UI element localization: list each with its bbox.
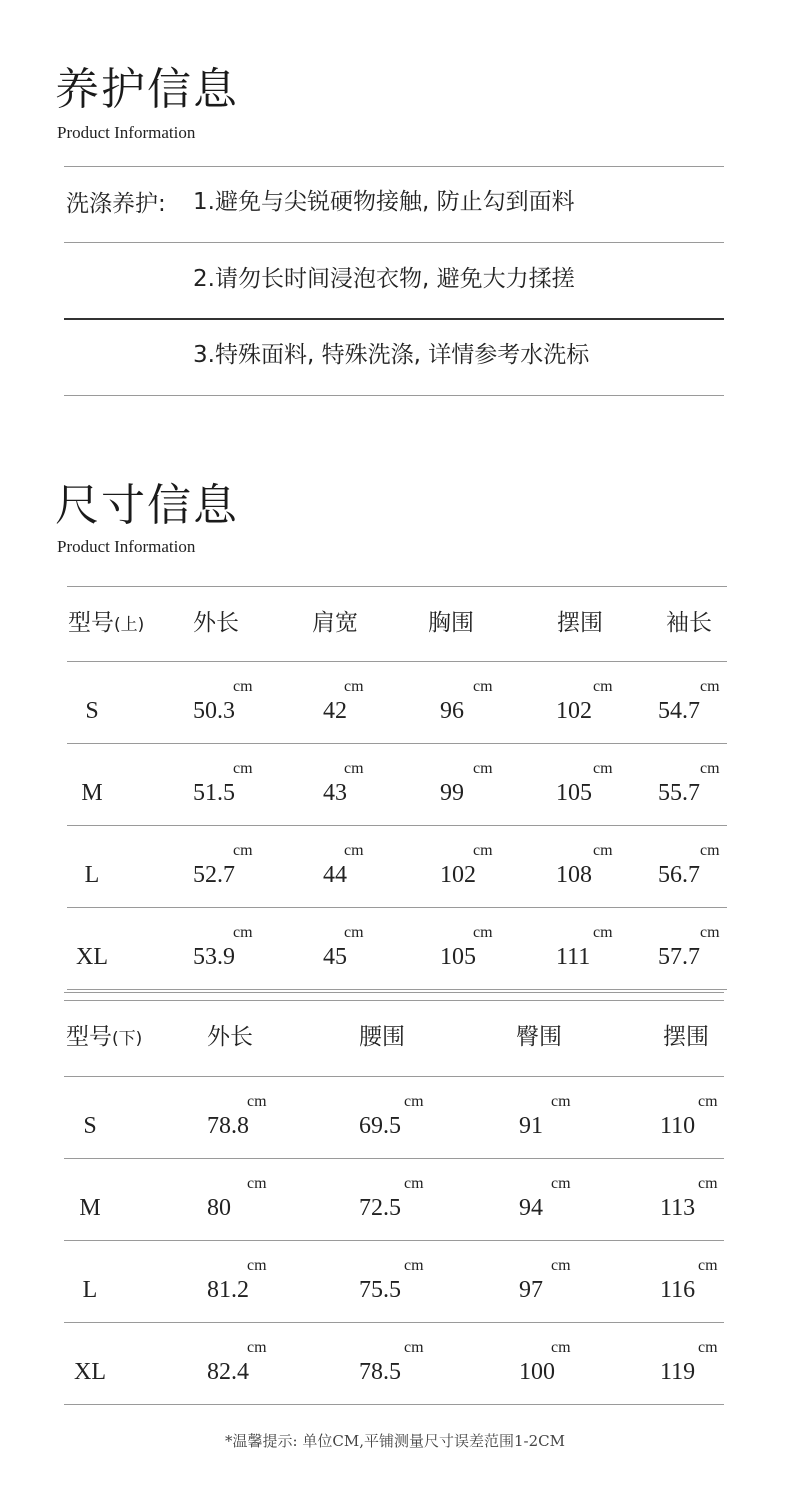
table-divider — [64, 1000, 724, 1001]
unit-label: cm — [593, 924, 613, 941]
unit-label: cm — [404, 1257, 424, 1274]
table-divider — [67, 825, 727, 826]
size-label: L — [82, 1277, 98, 1303]
unit-label: cm — [233, 842, 253, 859]
measurement-value: 102 — [440, 862, 476, 888]
unit-label: cm — [698, 1093, 718, 1110]
measurement-value: 81.2 — [207, 1277, 249, 1303]
column-header: 外长 — [207, 1024, 253, 1050]
measurement-value: 51.5 — [193, 780, 235, 806]
measurement-value: 78.5 — [359, 1359, 401, 1385]
care-title: 养护信息 — [55, 64, 239, 115]
measurement-value: 100 — [519, 1359, 555, 1385]
measurement-value: 50.3 — [193, 698, 235, 724]
column-header: 外长 — [193, 610, 239, 636]
size-label: L — [84, 862, 100, 888]
unit-label: cm — [700, 678, 720, 695]
size-subtitle: Product Information — [57, 537, 196, 556]
unit-label: cm — [593, 760, 613, 777]
measurement-value: 105 — [440, 944, 476, 970]
measurement-value: 105 — [556, 780, 592, 806]
unit-label: cm — [247, 1093, 267, 1110]
care-label: 洗涤养护: — [66, 191, 166, 217]
unit-label: cm — [233, 760, 253, 777]
table-divider — [67, 661, 727, 662]
measurement-value: 113 — [660, 1195, 696, 1221]
unit-label: cm — [473, 760, 493, 777]
table-divider — [64, 1240, 724, 1241]
measurement-value: 55.7 — [658, 780, 700, 806]
measurement-value: 54.7 — [658, 698, 700, 724]
column-header: 肩宽 — [312, 610, 358, 636]
unit-label: cm — [698, 1339, 718, 1356]
care-item-1: 1.避免与尖锐硬物接触, 防止勾到面料 — [193, 189, 575, 215]
unit-label: cm — [344, 760, 364, 777]
column-header: 臀围 — [516, 1024, 562, 1050]
unit-label: cm — [233, 924, 253, 941]
unit-label: cm — [404, 1339, 424, 1356]
size-label: M — [81, 780, 103, 806]
unit-label: cm — [473, 678, 493, 695]
unit-label: cm — [247, 1339, 267, 1356]
table-divider — [67, 989, 727, 990]
column-header-model: 型号(上) — [68, 610, 145, 636]
measurement-value: 56.7 — [658, 862, 700, 888]
measurement-value: 78.8 — [207, 1113, 249, 1139]
unit-label: cm — [344, 842, 364, 859]
unit-label: cm — [700, 842, 720, 859]
column-header: 袖长 — [666, 610, 712, 636]
table-divider — [67, 586, 727, 587]
measurement-value: 72.5 — [359, 1195, 401, 1221]
size-label: M — [79, 1195, 101, 1221]
divider — [64, 166, 724, 167]
unit-label: cm — [551, 1257, 571, 1274]
measurement-value: 42 — [323, 698, 347, 724]
unit-label: cm — [344, 678, 364, 695]
care-subtitle: Product Information — [57, 123, 196, 142]
unit-label: cm — [698, 1257, 718, 1274]
unit-label: cm — [700, 760, 720, 777]
measurement-value: 110 — [660, 1113, 696, 1139]
table-divider — [67, 743, 727, 744]
unit-label: cm — [404, 1093, 424, 1110]
measurement-value: 116 — [660, 1277, 696, 1303]
unit-label: cm — [551, 1093, 571, 1110]
measurement-value: 102 — [556, 698, 592, 724]
unit-label: cm — [247, 1175, 267, 1192]
column-header: 胸围 — [428, 610, 474, 636]
table-divider — [64, 1404, 724, 1405]
measurement-value: 111 — [556, 944, 591, 970]
unit-label: cm — [700, 924, 720, 941]
size-label: S — [83, 1113, 97, 1139]
column-header: 摆围 — [663, 1024, 709, 1050]
measurement-value: 53.9 — [193, 944, 235, 970]
measurement-value: 52.7 — [193, 862, 235, 888]
size-label: S — [85, 698, 99, 724]
measurement-value: 108 — [556, 862, 592, 888]
measurement-value: 80 — [207, 1195, 231, 1221]
table-divider — [64, 1322, 724, 1323]
measurement-value: 97 — [519, 1277, 543, 1303]
unit-label: cm — [593, 678, 613, 695]
divider — [64, 395, 724, 396]
table-divider — [64, 1076, 724, 1077]
table-divider — [67, 907, 727, 908]
size-label: XL — [74, 1359, 106, 1385]
measurement-value: 96 — [440, 698, 464, 724]
unit-label: cm — [551, 1175, 571, 1192]
measurement-value: 45 — [323, 944, 347, 970]
column-header: 腰围 — [359, 1024, 405, 1050]
measurement-value: 75.5 — [359, 1277, 401, 1303]
unit-label: cm — [233, 678, 253, 695]
unit-label: cm — [247, 1257, 267, 1274]
unit-label: cm — [698, 1175, 718, 1192]
size-title: 尺寸信息 — [55, 480, 239, 531]
measurement-value: 43 — [323, 780, 347, 806]
measurement-value: 44 — [323, 862, 347, 888]
measurement-note: *温馨提示: 单位CM,平铺测量尺寸误差范围1-2CM — [225, 1432, 565, 1450]
care-item-3: 3.特殊面料, 特殊洗涤, 详情参考水洗标 — [193, 342, 590, 368]
measurement-value: 82.4 — [207, 1359, 249, 1385]
unit-label: cm — [404, 1175, 424, 1192]
column-header-model: 型号(下) — [66, 1024, 143, 1050]
unit-label: cm — [551, 1339, 571, 1356]
care-item-2: 2.请勿长时间浸泡衣物, 避免大力揉搓 — [193, 266, 575, 292]
divider — [64, 318, 724, 320]
unit-label: cm — [593, 842, 613, 859]
column-header: 摆围 — [557, 610, 603, 636]
table-divider — [64, 1158, 724, 1159]
size-label: XL — [76, 944, 108, 970]
table-divider — [64, 992, 724, 993]
unit-label: cm — [344, 924, 364, 941]
measurement-value: 99 — [440, 780, 464, 806]
measurement-value: 69.5 — [359, 1113, 401, 1139]
unit-label: cm — [473, 924, 493, 941]
measurement-value: 57.7 — [658, 944, 700, 970]
unit-label: cm — [473, 842, 493, 859]
measurement-value: 94 — [519, 1195, 543, 1221]
measurement-value: 91 — [519, 1113, 543, 1139]
measurement-value: 119 — [660, 1359, 696, 1385]
divider — [64, 242, 724, 243]
